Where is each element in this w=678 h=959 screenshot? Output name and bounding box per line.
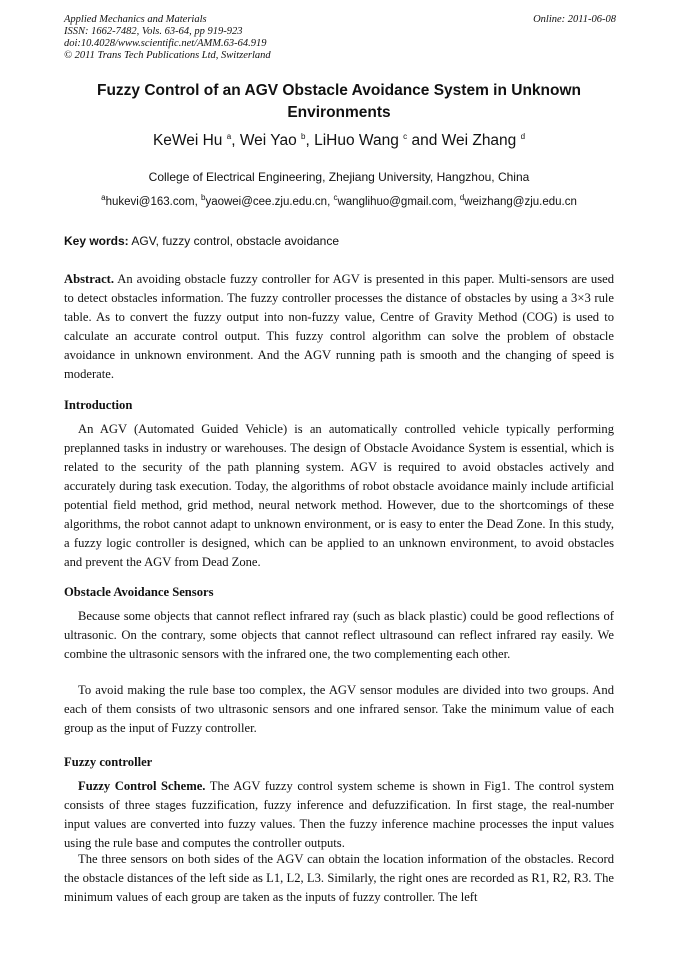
- author-sup: d: [520, 131, 526, 141]
- author-sup: a: [226, 131, 232, 141]
- author-name: Wei Zhang: [441, 132, 517, 149]
- intro-paragraph: An AGV (Automated Guided Vehicle) is an automatically controlled vehicle typically performing preplanned tasks in industry or warehouses. The design of Obstacle Avoidance System is essential, which is related to the security of the path planning system. AGV is required to avoid obstacles actively and accurately during task execution. Today, the algorithms of robot obstacle avoidance mainly include artificial potential field method, grid method, neural network method. However, due to the shortcomings of these algorithms, the robot cannot adapt to unknown environment, or is easy to enter the Dead Zone. In this study, a fuzzy logic controller is designed, which can be applied to an unknown environment, to avoid obstacles and prevent the AGV from Dead Zone.: [64, 422, 614, 569]
- abstract-text: An avoiding obstacle fuzzy controller for AGV is presented in this paper. Multi-sensors are used to detect obstacles information. The fuzzy controller processes the distance of obstacles by using a 3×3 rule table. As to convert the fuzzy output into non-fuzzy value, Centre of Gravity Method (COG) is used to calculate an accurate control output. This fuzzy control algorithm can solve the problem of obstacle avoidance in unknown environment. And the AGV running path is smooth and the changing of speed is moderate.: [64, 272, 614, 381]
- email-link[interactable]: hukevi@163.com: [105, 196, 195, 208]
- fuzzy-paragraph-2: The three sensors on both sides of the AGV can obtain the location information of the obstacles. Record the obstacle distances of the left side as L1, L2, L3. Similarly, the right ones are recorded as R1, R2, R3. The minimum values of each group are taken as the inputs of fuzzy controller. The left: [64, 852, 614, 904]
- email-sup: c: [333, 193, 338, 203]
- copyright-line: © 2011 Trans Tech Publications Ltd, Switzerland: [64, 50, 271, 61]
- email-link[interactable]: weizhang@zju.edu.cn: [464, 196, 577, 208]
- fuzzy-scheme-text: The AGV fuzzy control system scheme is shown in Fig1. The control system consists of three stages fuzzification, fuzzy inference and defuzzification. In first stage, the real-number input values are converted into fuzzy values. Then the fuzzy inference machine processes the input values using the rule base and computes the controller outputs.: [64, 779, 614, 850]
- fuzzy-scheme-label: Fuzzy Control Scheme.: [78, 779, 206, 793]
- journal-header: [64, 14, 616, 62]
- email-sup: b: [200, 193, 206, 203]
- author-list: KeWei Hu $^a$, Wei Yao $^b$, LiHuo Wang $^c$ and Wei Zhang $^d$: [152, 131, 526, 149]
- keywords-text: AGV, fuzzy control, obstacle avoidance: [131, 234, 340, 248]
- author-sup: c: [403, 131, 408, 141]
- author-name: KeWei Hu: [152, 132, 223, 149]
- author-name: Wei Yao: [239, 132, 297, 149]
- section-heading-fuzzy-controller: Fuzzy controller: [64, 755, 153, 769]
- abstract: [64, 270, 614, 384]
- fuzzy-paragraph-1: [64, 777, 614, 853]
- email-link[interactable]: yaowei@cee.zju.edu.cn: [205, 196, 328, 208]
- author-sup: b: [301, 131, 306, 141]
- keywords: [64, 234, 614, 248]
- section-heading-introduction: Introduction: [64, 398, 133, 412]
- abstract-label: Abstract.: [64, 272, 115, 286]
- journal-name: Applied Mechanics and Materials: [64, 14, 207, 25]
- online-date: Online: 2011-06-08: [533, 14, 616, 25]
- sensors-paragraph-1: Because some objects that cannot reflect infrared ray (such as black plastic) could be good reflections of ultrasonic. On the contrary, some objects that cannot reflect ultrasound can reflect infrared ray easily. We combine the ultrasonic sensors with the infrared one, the two complementing each other.: [64, 609, 614, 661]
- keywords-label: Key words:: [64, 234, 129, 248]
- issn-line: ISSN: 1662-7482, Vols. 63-64, pp 919-923: [64, 26, 243, 37]
- email-link[interactable]: wanglihuo@gmail.com: [337, 196, 454, 208]
- email-sup: d: [459, 193, 465, 203]
- paper-title: Fuzzy Control of an AGV Obstacle Avoidance System in Unknown Environments: [96, 82, 581, 121]
- email-sup: a: [101, 193, 106, 203]
- section-heading-sensors: Obstacle Avoidance Sensors: [64, 585, 214, 599]
- email-list: $^a$hukevi@163.com, $^b$yaowei@cee.zju.edu.cn, $^c$wanglihuo@gmail.com, $^d$weizhang@zju.edu.cn: [101, 193, 577, 208]
- sensors-paragraph-2: To avoid making the rule base too complex, the AGV sensor modules are divided into two groups. And each of them consists of two ultrasonic sensors and one infrared sensor. Take the minimum value of each group as the input of Fuzzy controller.: [64, 683, 614, 735]
- doi-line[interactable]: doi:10.4028/www.scientific.net/AMM.63-64.919: [64, 38, 267, 49]
- affiliation: College of Electrical Engineering, Zhejiang University, Hangzhou, China: [148, 170, 530, 184]
- author-name: LiHuo Wang: [314, 132, 399, 149]
